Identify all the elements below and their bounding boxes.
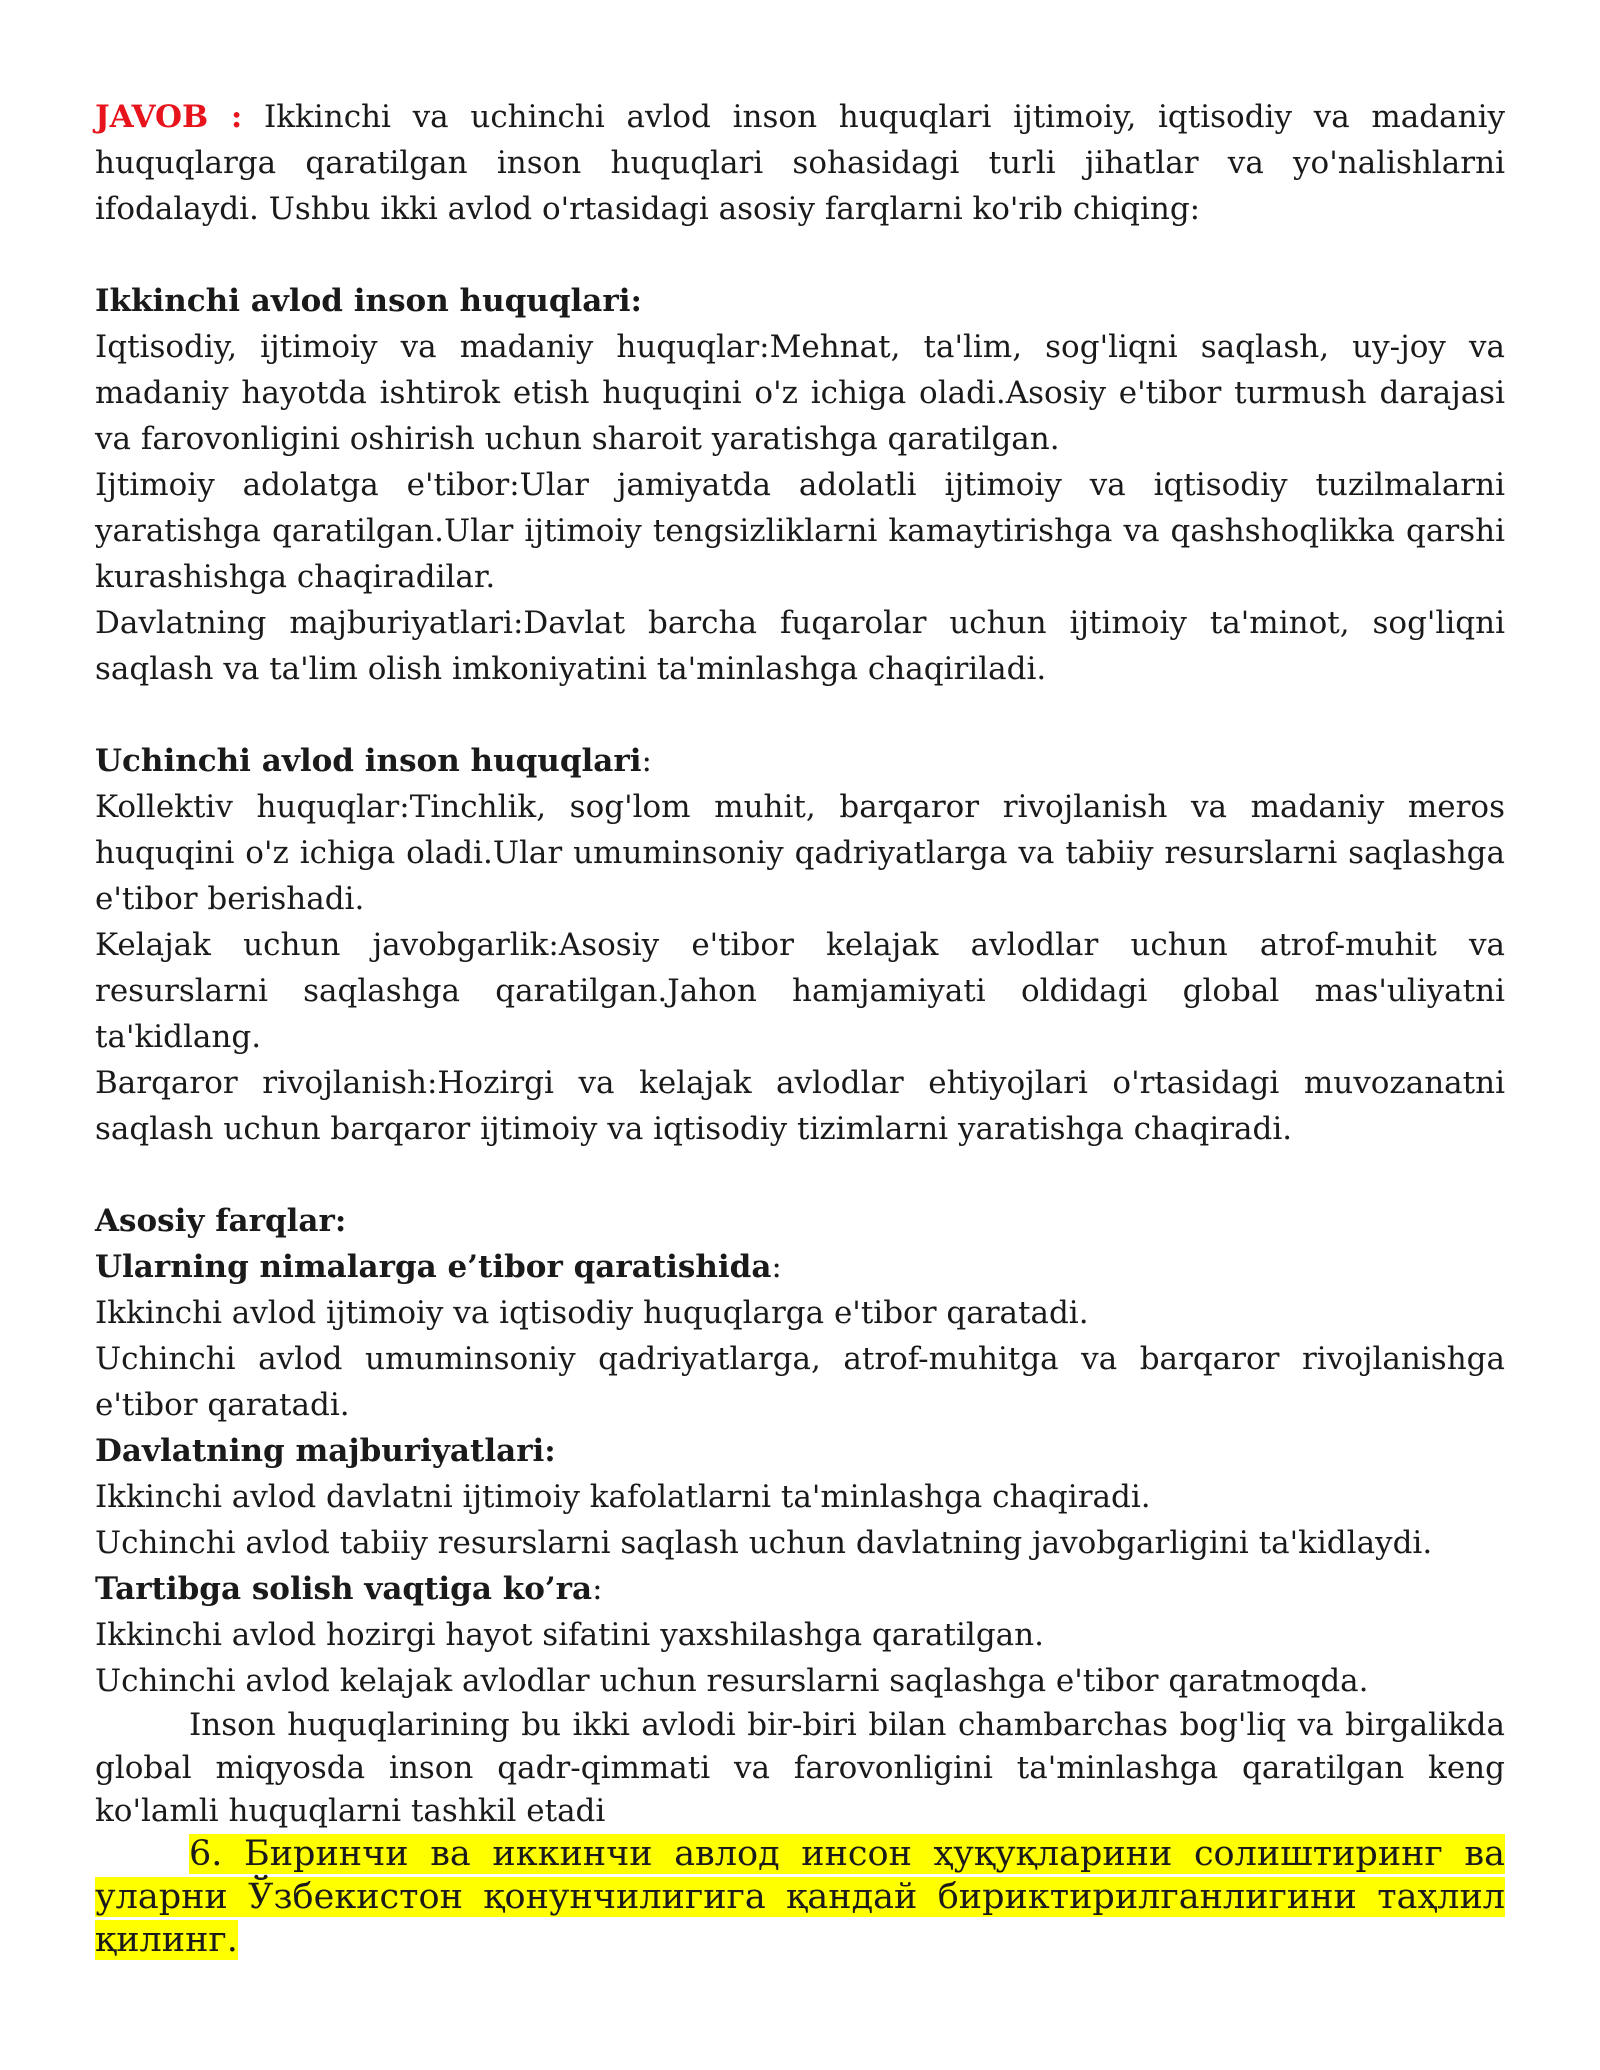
intro-paragraph (95, 94, 1505, 232)
focus-line-1: Ikkinchi avlod ijtimoiy va iqtisodiy huquqlarga e'tibor qaratadi. (95, 1295, 1089, 1331)
obligations-line-1: Ikkinchi avlod davlatni ijtimoiy kafolatlarni ta'minlashga chaqiradi. (95, 1479, 1151, 1515)
timing-heading: Tartibga solish vaqtiga ko’ra (95, 1571, 593, 1607)
third-gen-heading-line (95, 738, 1505, 784)
spacer (95, 1152, 1505, 1198)
differences-heading: Asosiy farqlar: (95, 1203, 347, 1239)
second-gen-paragraph-3: Davlatning majburiyatlari:Davlat barcha fuqarolar uchun ijtimoiy ta'minot, sog'liqni saqlash va ta'lim olish imkoniyatini ta'minlashga chaqiriladi. (95, 605, 1505, 687)
question-paragraph (95, 1833, 1505, 1962)
timing-line-2: Uchinchi avlod kelajak avlodlar uchun resurslarni saqlashga e'tibor qaratmoqda. (95, 1663, 1369, 1699)
document-page (95, 94, 1505, 1962)
third-gen-paragraph-1: Kollektiv huquqlar:Tinchlik, sog'lom muhit, barqaror rivojlanish va madaniy meros huquqini o'z ichiga oladi.Ular umuminsoniy qadriyatlarga va tabiiy resurslarni saqlashga e'tibor berishadi. (95, 789, 1505, 917)
focus-heading: Ularning nimalarga e’tibor qaratishida (95, 1249, 772, 1285)
obligations-heading: Davlatning majburiyatlari: (95, 1433, 556, 1469)
timing-line-1: Ikkinchi avlod hozirgi hayot sifatini yaxshilashga qaratilgan. (95, 1617, 1044, 1653)
intro-text: Ikkinchi va uchinchi avlod inson huquqlari ijtimoiy, iqtisodiy va madaniy huquqlarga qaratilgan inson huquqlari sohasidagi turli jihatlar va yo'nalishlarni ifodalaydi. Ushbu ikki avlod o'rtasidagi asosiy farqlarni ko'rib chiqing: (95, 99, 1505, 227)
question-highlight: 6. Биринчи ва иккинчи авлод инсон ҳуқуқларини солиштиринг ва уларни Ўзбекистон қонунчилигига қандай бириктирилганлигини таҳлил қилинг. (95, 1834, 1505, 1960)
closing-paragraph: Inson huquqlarining bu ikki avlodi bir-biri bilan chambarchas bog'liq va birgalikda global miqyosda inson qadr-qimmati va farovonligini ta'minlashga qaratilgan keng ko'lamli huquqlarni tashkil etadi (95, 1707, 1505, 1829)
focus-heading-line (95, 1244, 1505, 1290)
second-gen-paragraph-1: Iqtisodiy, ijtimoiy va madaniy huquqlar:Mehnat, ta'lim, sog'liqni saqlash, uy-joy va madaniy hayotda ishtirok etish huquqini o'z ichiga oladi.Asosiy e'tibor turmush darajasi va farovonligini oshirish uchun sharoit yaratishga qaratilgan. (95, 329, 1505, 457)
focus-line-2: Uchinchi avlod umuminsoniy qadriyatlarga, atrof-muhitga va barqaror rivojlanishga e'tibor qaratadi. (95, 1341, 1505, 1423)
spacer (95, 692, 1505, 738)
spacer (95, 232, 1505, 278)
third-gen-heading-colon: : (641, 743, 652, 779)
timing-heading-colon: : (592, 1571, 603, 1607)
answer-label: JAVOB : (95, 99, 243, 135)
second-gen-paragraph-2: Ijtimoiy adolatga e'tibor:Ular jamiyatda adolatli ijtimoiy va iqtisodiy tuzilmalarni yaratishga qaratilgan.Ular ijtimoiy tengsizliklarni kamaytirishga va qashshoqlikka qarshi kurashishga chaqiradilar. (95, 467, 1505, 595)
timing-heading-line (95, 1566, 1505, 1612)
focus-heading-colon: : (771, 1249, 782, 1285)
third-gen-heading: Uchinchi avlod inson huquqlari (95, 743, 642, 779)
second-gen-heading: Ikkinchi avlod inson huquqlari: (95, 283, 642, 319)
third-gen-paragraph-2: Kelajak uchun javobgarlik:Asosiy e'tibor kelajak avlodlar uchun atrof-muhit va resurslarni saqlashga qaratilgan.Jahon hamjamiyati oldidagi global mas'uliyatni ta'kidlang. (95, 927, 1505, 1055)
obligations-line-2: Uchinchi avlod tabiiy resurslarni saqlash uchun davlatning javobgarligini ta'kidlaydi. (95, 1525, 1433, 1561)
third-gen-paragraph-3: Barqaror rivojlanish:Hozirgi va kelajak avlodlar ehtiyojlari o'rtasidagi muvozanatni saqlash uchun barqaror ijtimoiy va iqtisodiy tizimlarni yaratishga chaqiradi. (95, 1065, 1505, 1147)
